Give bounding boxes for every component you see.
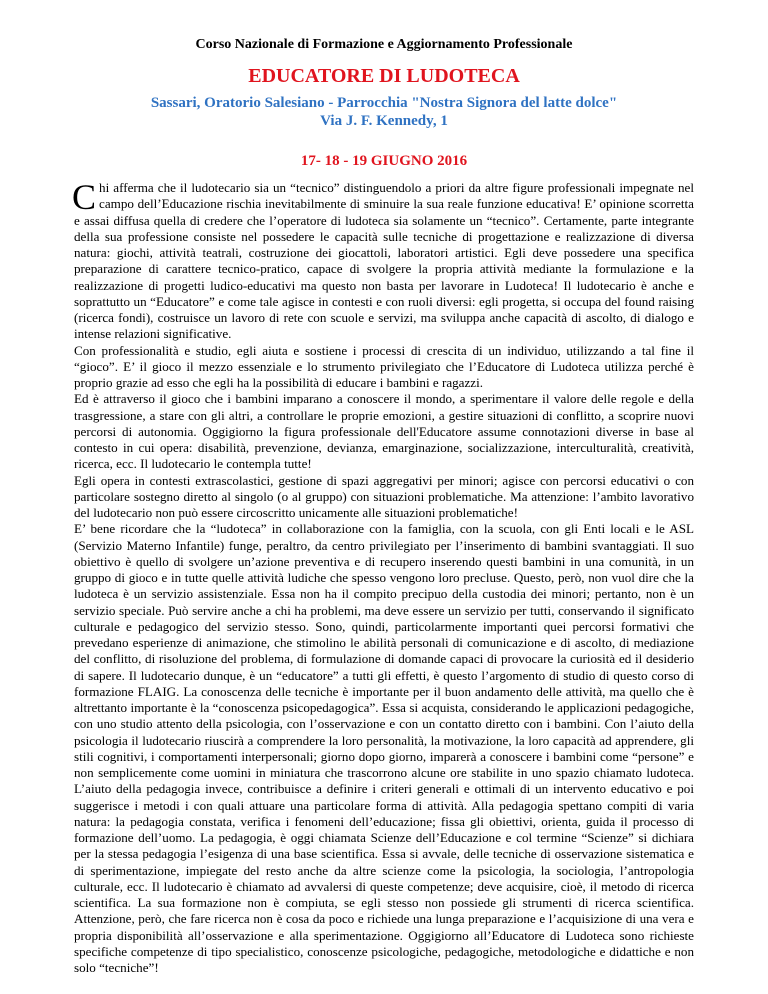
paragraph-4: Egli opera in contesti extrascolastici, gestione di spazi aggregativi per minori; agisce con percorsi educativi o con particolare sostegno diretto al singolo (o al gruppo) con situazioni problematiche. Ma attenzione: l’ambito lavorativo del ludotecario non può essere circoscritto unicamente alle situazioni problematiche! [74,472,694,520]
paragraph-1 [72,177,694,343]
article-body [72,177,694,976]
paragraph-5: E’ bene ricordare che la “ludoteca” in collaborazione con la famiglia, con la scuola, con gli Enti locali e le ASL (Servizio Materno Infantile) funge, peraltro, da centro privilegiato per l’inserimento di bambini svantaggiati. Il suo obiettivo è quello di svolgere un’azione preventiva e di recupero inserendo questi bambini in una comunità, in un gruppo di gioco e in tutte quelle attività ludiche che spesso vengono loro precluse. Questo, però, non vuol dire che la ludoteca è un servizio assistenziale. Essa non ha il compito precipuo della custodia dei minori; pertanto, non è un servizio speciale. Può servire anche a chi ha problemi, ma deve essere un servizio per tutti, conservando il significato culturale e pedagogico del servizio stesso. Sono, quindi, particolarmente importanti quei percorsi formativi che prevedano esperienze di animazione, che stimolino le abilità personali di comunicazione e di ascolto, di mediazione del conflitto, di risoluzione del problema, di formulazione di domande capaci di provocare la curiosità ed il desiderio di sapere. Il ludotecario dunque, è un “educatore” a tutti gli effetti, è questo l’argomento di studio di questo corso di formazione FLAIG. La conoscenza delle tecniche è importante per il buon andamento delle attività, ma quello che è altrettanto importante è la “conoscenza psicopedagogica”. Essa si acquista, considerando le applicazioni pedagogiche, con uno studio attento della psicologia, con l’osservazione e con un contatto diretto con i bambini. Con l’aiuto della psicologia il ludotecario riuscirà a comprendere la loro personalità, la motivazione, la loro capacità ad apprendere, gli stili cognitivi, i comportamenti interpersonali; giorno dopo giorno, imparerà a conoscere i bambini come “persone” e non semplicemente come uomini in miniatura che trascorrono alcune ore stabilite in uno spazio chiamato ludoteca. L’aiuto della pedagogia invece, contribuisce a definire i criteri generali e ottimali di un intervento educativo e poi suggerisce i metodi i con quali attuare una particolare forma di attività. Alla pedagogia spettano compiti di varia natura: la pedagogia constata, verifica i fenomeni dell’educazione; fissa gli obiettivi, orienta, guida il processo di formazione dell’uomo. La pedagogia, è oggi chiamata Scienze dell’Educazione e col termine “Scienze” si dichiara per la stessa pedagogia l’esigenza di una base scientifica. Essa si avvale, delle tecniche di osservazione sistematica e di sperimentazione, impiegate del resto anche da altre scienze come la psicologia, la sociologia, l’antropologia culturale, ecc. Il ludotecario è chiamato ad avvalersi di queste competenze; deve acquisire, cioè, il metodo di ricerca scientifica. La sua formazione non è compiuta, se egli stesso non possiede gli strumenti di ricerca scientifica. Attenzione, però, che fare ricerca non è cosa da poco e richiede una lunga preparazione e l’acquisizione di una vera e propria disponibilità all’osservazione e alla sperimentazione. Oggigiorno all’Educatore di Ludoteca sono richieste specifiche competenze di tipo specialistico, conoscenze psicologiche, pedagogiche, metodologiche e didattiche e non solo “tecniche”! [74,521,694,975]
location-line-1: Sassari, Oratorio Salesiano - Parrocchia "Nostra Signora del latte dolce" [150,95,618,111]
drop-cap: C [72,177,97,217]
page-title: EDUCATORE DI LUDOTECA [248,65,520,87]
event-dates: 17- 18 - 19 GIUGNO 2016 [300,153,468,169]
course-heading: Corso Nazionale di Formazione e Aggiornamento Professionale [195,37,573,52]
paragraph-2: Con professionalità e studio, egli aiuta e sostiene i processi di crescita di un individuo, utilizzando a tal fine il “gioco”. E’ il gioco il mezzo essenziale e lo strumento privilegiato che l’Educatore di Ludoteca utilizza perché è proprio grazie ad esso che egli ha la possibilità di educare i bambini e ragazzi. [74,342,694,390]
paragraph-3: Ed è attraverso il gioco che i bambini imparano a conoscere il mondo, a sperimentare il valore delle regole e della trasgressione, a stare con gli altri, a controllare le proprie emozioni, a gestire situazioni di conflitto, a scoprire nuovi percorsi di autonomia. Oggigiorno la figura professionale dell'Educatore assume connotazioni diverse in base al contesto in cui opera: disabilità, prevenzione, devianza, emarginazione, socializzazione, interculturalità, creatività, ricerca, ecc. Il ludotecario le contempla tutte! [74,391,694,472]
paragraph-1-text: hi afferma che il ludotecario sia un “tecnico” distinguendolo a priori da altre figure professionali impegnate nel campo dell’Educazione rischia inevitabilmente di sminuire la sua reale funzione educativa! E’ opinione scorretta e assai diffusa quella di credere che l’operatore di ludoteca sia solamente un “tecnico”. Certamente, parte integrante della sua professione consiste nel possedere le capacità sulle tecniche di progettazione e realizzazione di diversa natura: giochi, attività teatrali, costruzione dei giocattoli, laboratori artistici. Egli deve possedere una specifica preparazione di carattere tecnico-pratico, capace di svolgere la propria attività mediante la formulazione e la realizzazione di progetti ludico-educativi ma questo non basta per lavorare in Ludoteca! Il ludotecario è anche e soprattutto un “Educatore” e come tale agisce in contesti e con ruoli diversi: egli progetta, si occupa del found raising (ricerca fondi), costruisce un lavoro di rete con scuole e servizi, ma sviluppa anche capacità di ascolto, di dialogo e intense relazioni significative. [74,180,694,342]
document-page [74,36,694,976]
location-line-2: Via J. F. Kennedy, 1 [320,113,448,129]
